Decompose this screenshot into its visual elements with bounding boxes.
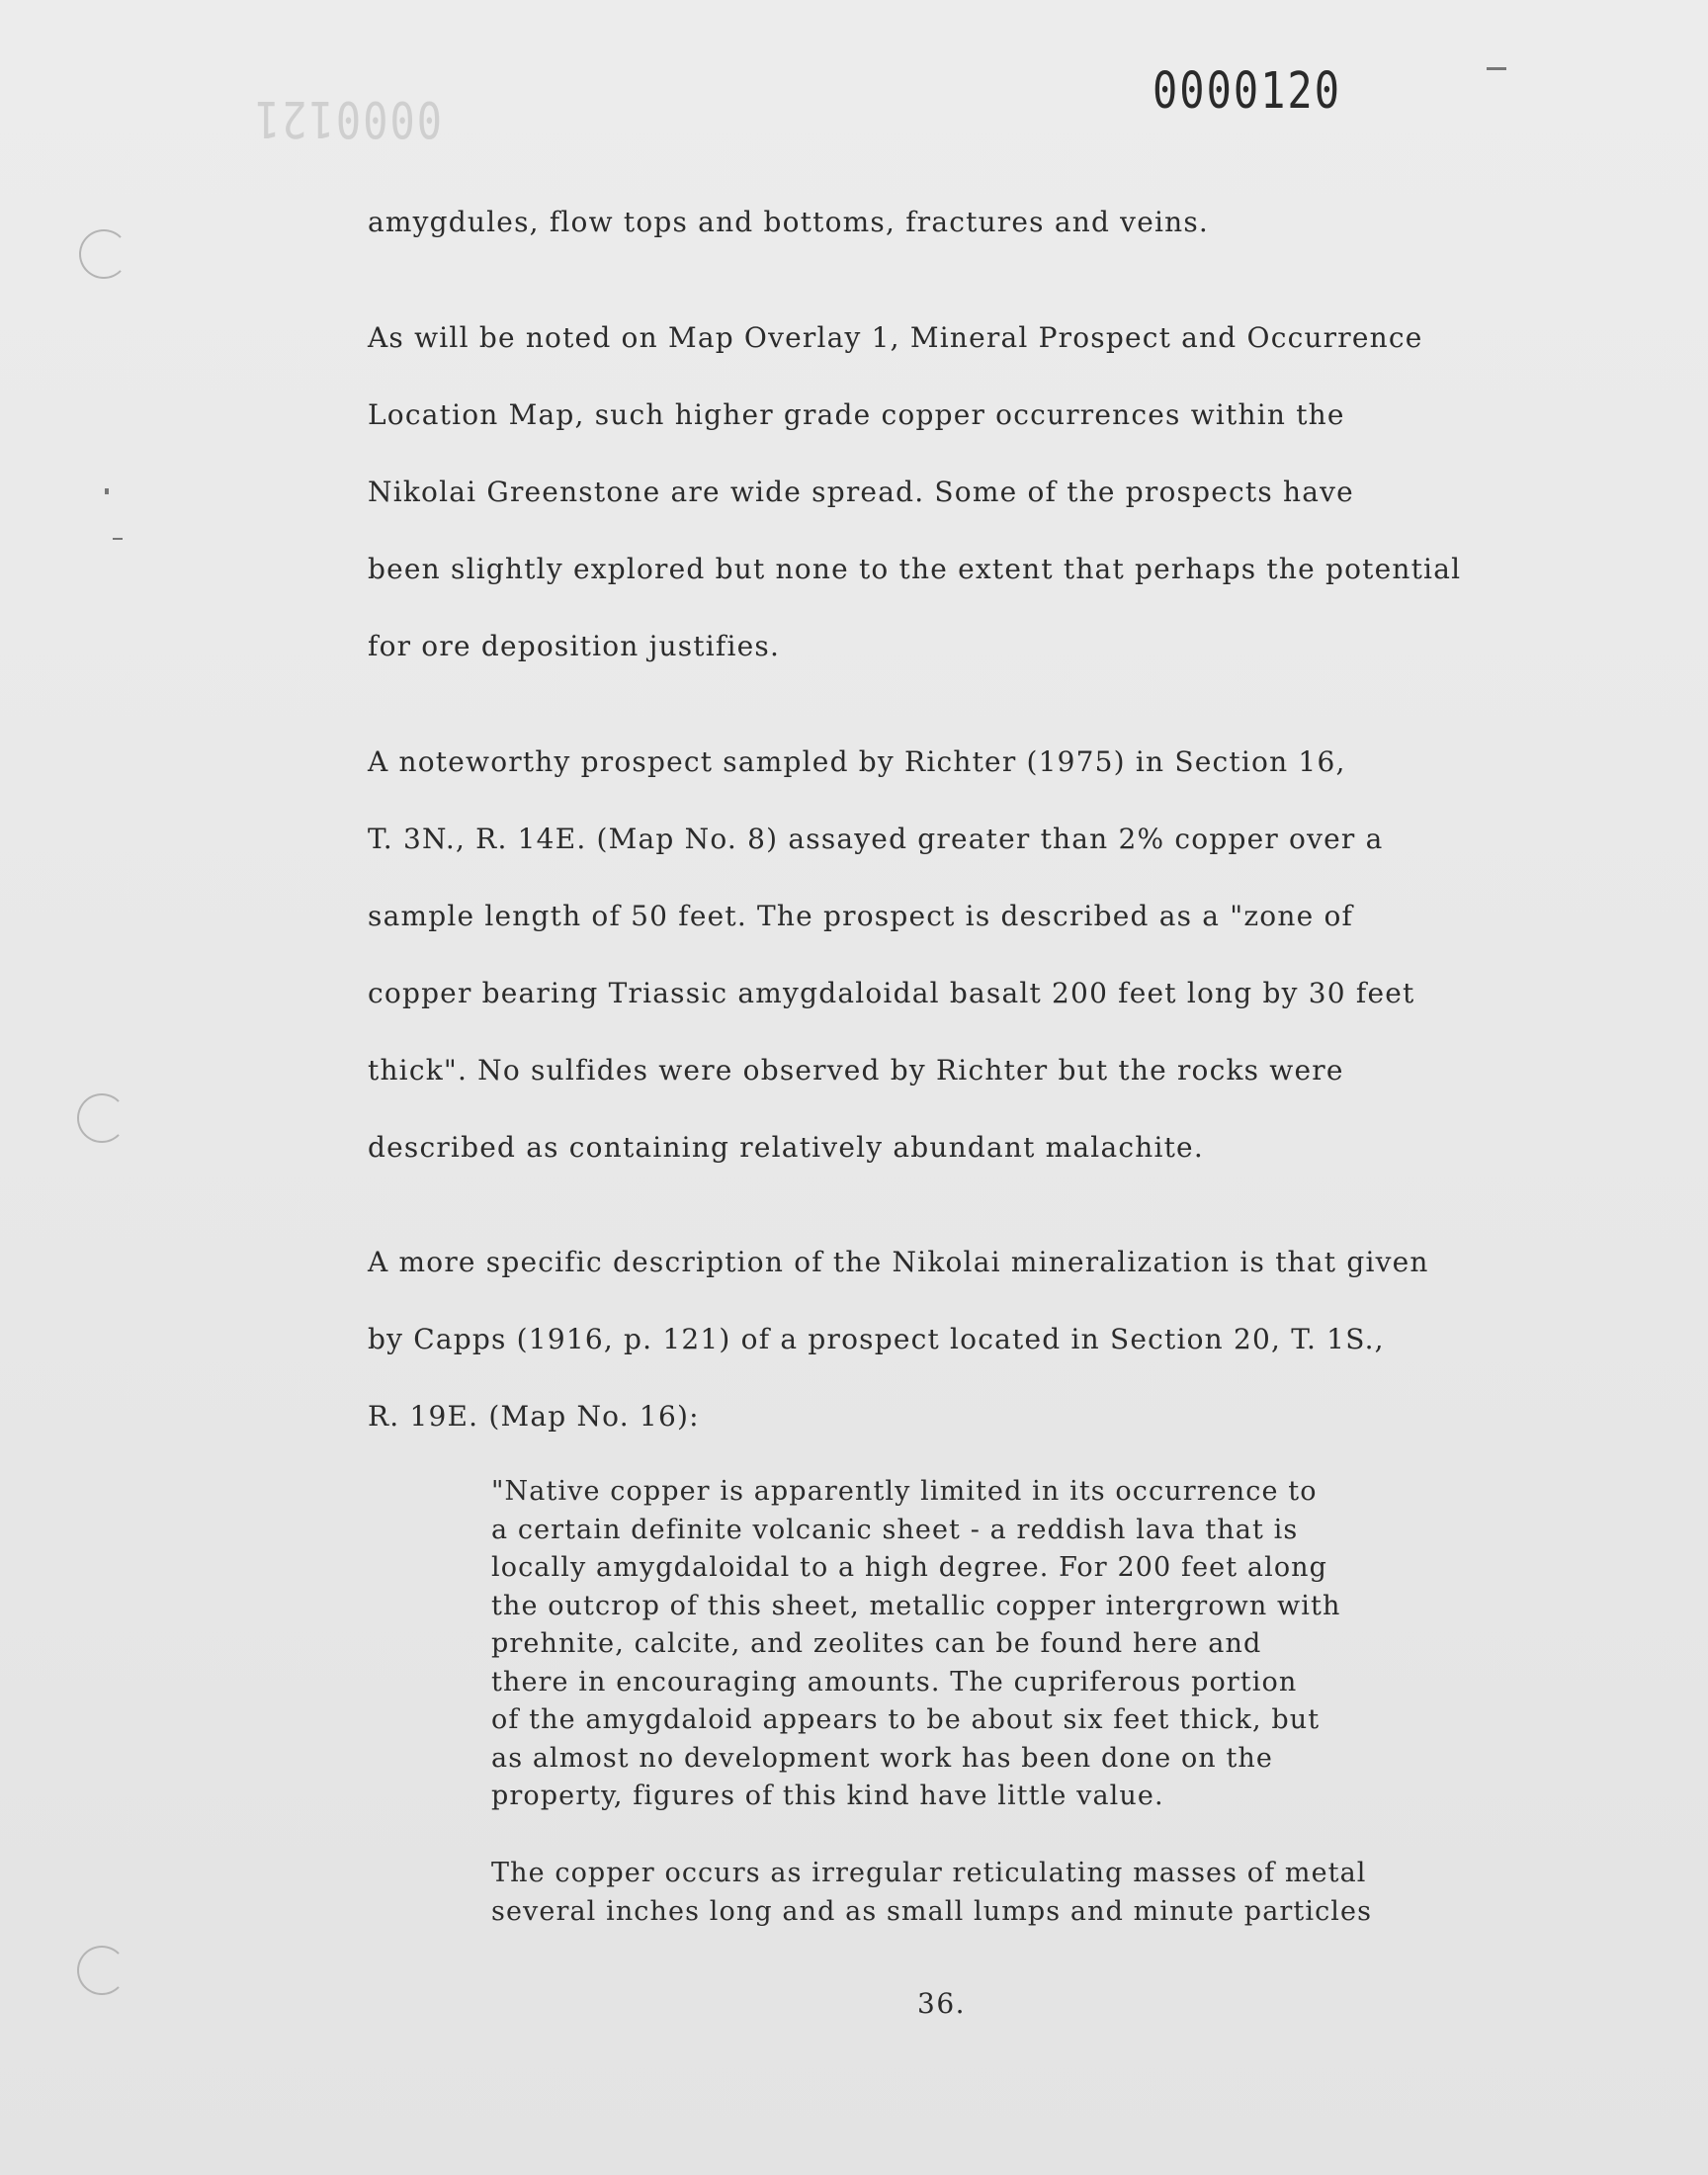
text-line: Nikolai Greenstone are wide spread. Some of the prospects have (368, 476, 1354, 508)
quote-line: several inches long and as small lumps and minute particles (491, 1895, 1373, 1927)
text-line: by Capps (1916, p. 121) of a prospect located in Section 20, T. 1S., (368, 1323, 1385, 1355)
paragraph-4 (368, 1224, 1429, 1455)
text-line: A more specific description of the Nikolai mineralization is that given (368, 1246, 1429, 1278)
quote-line: as almost no development work has been done on the (491, 1742, 1273, 1774)
paragraph-2 (368, 300, 1461, 685)
text-line: Location Map, such higher grade copper occurrences within the (368, 398, 1345, 431)
text-line: As will be noted on Map Overlay 1, Mineral Prospect and Occurrence (368, 321, 1423, 354)
text-line: sample length of 50 feet. The prospect is described as a "zone of (368, 900, 1354, 932)
quote-line: there in encouraging amounts. The cupriferous portion (491, 1666, 1298, 1697)
quote-line: property, figures of this kind have little value. (491, 1781, 1164, 1811)
quote-line: of the amygdaloid appears to be about six feet thick, but (491, 1704, 1321, 1735)
paragraph-3 (368, 724, 1414, 1186)
paragraph-1 (368, 184, 1209, 261)
quote-line: prehnite, calcite, and zeolites can be found here and (491, 1628, 1262, 1659)
quote-line: The copper occurs as irregular reticulating masses of metal (491, 1858, 1367, 1888)
quote-line: the outcrop of this sheet, metallic copper intergrown with (491, 1590, 1341, 1621)
stray-mark (105, 488, 109, 494)
text-line: been slightly explored but none to the extent that perhaps the potential (368, 553, 1462, 585)
text-line: copper bearing Triassic amygdaloidal basalt 200 feet long by 30 feet (368, 977, 1415, 1009)
block-quote-paragraph-1 (491, 1473, 1340, 1816)
text-line: T. 3N., R. 14E. (Map No. 8) assayed greater than 2% copper over a (368, 823, 1384, 855)
text-line: for ore deposition justifies. (368, 630, 781, 662)
punch-hole-middle (77, 1093, 127, 1143)
stray-mark (1487, 67, 1506, 70)
stray-mark (113, 538, 123, 540)
quote-line: locally amygdaloidal to a high degree. For 200 feet along (491, 1552, 1328, 1583)
text-line: A noteworthy prospect sampled by Richter (1975) in Section 16, (368, 745, 1346, 778)
text-line: amygdules, flow tops and bottoms, fractures and veins. (368, 206, 1210, 238)
text-line: thick". No sulfides were observed by Richter but the rocks were (368, 1054, 1344, 1087)
text-line: described as containing relatively abundant malachite. (368, 1131, 1204, 1164)
punch-hole-bottom (77, 1946, 127, 1995)
punch-hole-top (79, 229, 128, 279)
quote-line: "Native copper is apparently limited in its occurrence to (491, 1476, 1318, 1507)
block-quote-paragraph-2 (491, 1855, 1372, 1931)
page-number: 36. (917, 1987, 967, 2020)
text-line: R. 19E. (Map No. 16): (368, 1400, 700, 1433)
quote-line: a certain definite volcanic sheet - a reddish lava that is (491, 1514, 1299, 1545)
bleed-through-stamp: 0000121 (253, 90, 443, 148)
page-stamp-number: 0000120 (1153, 61, 1342, 120)
